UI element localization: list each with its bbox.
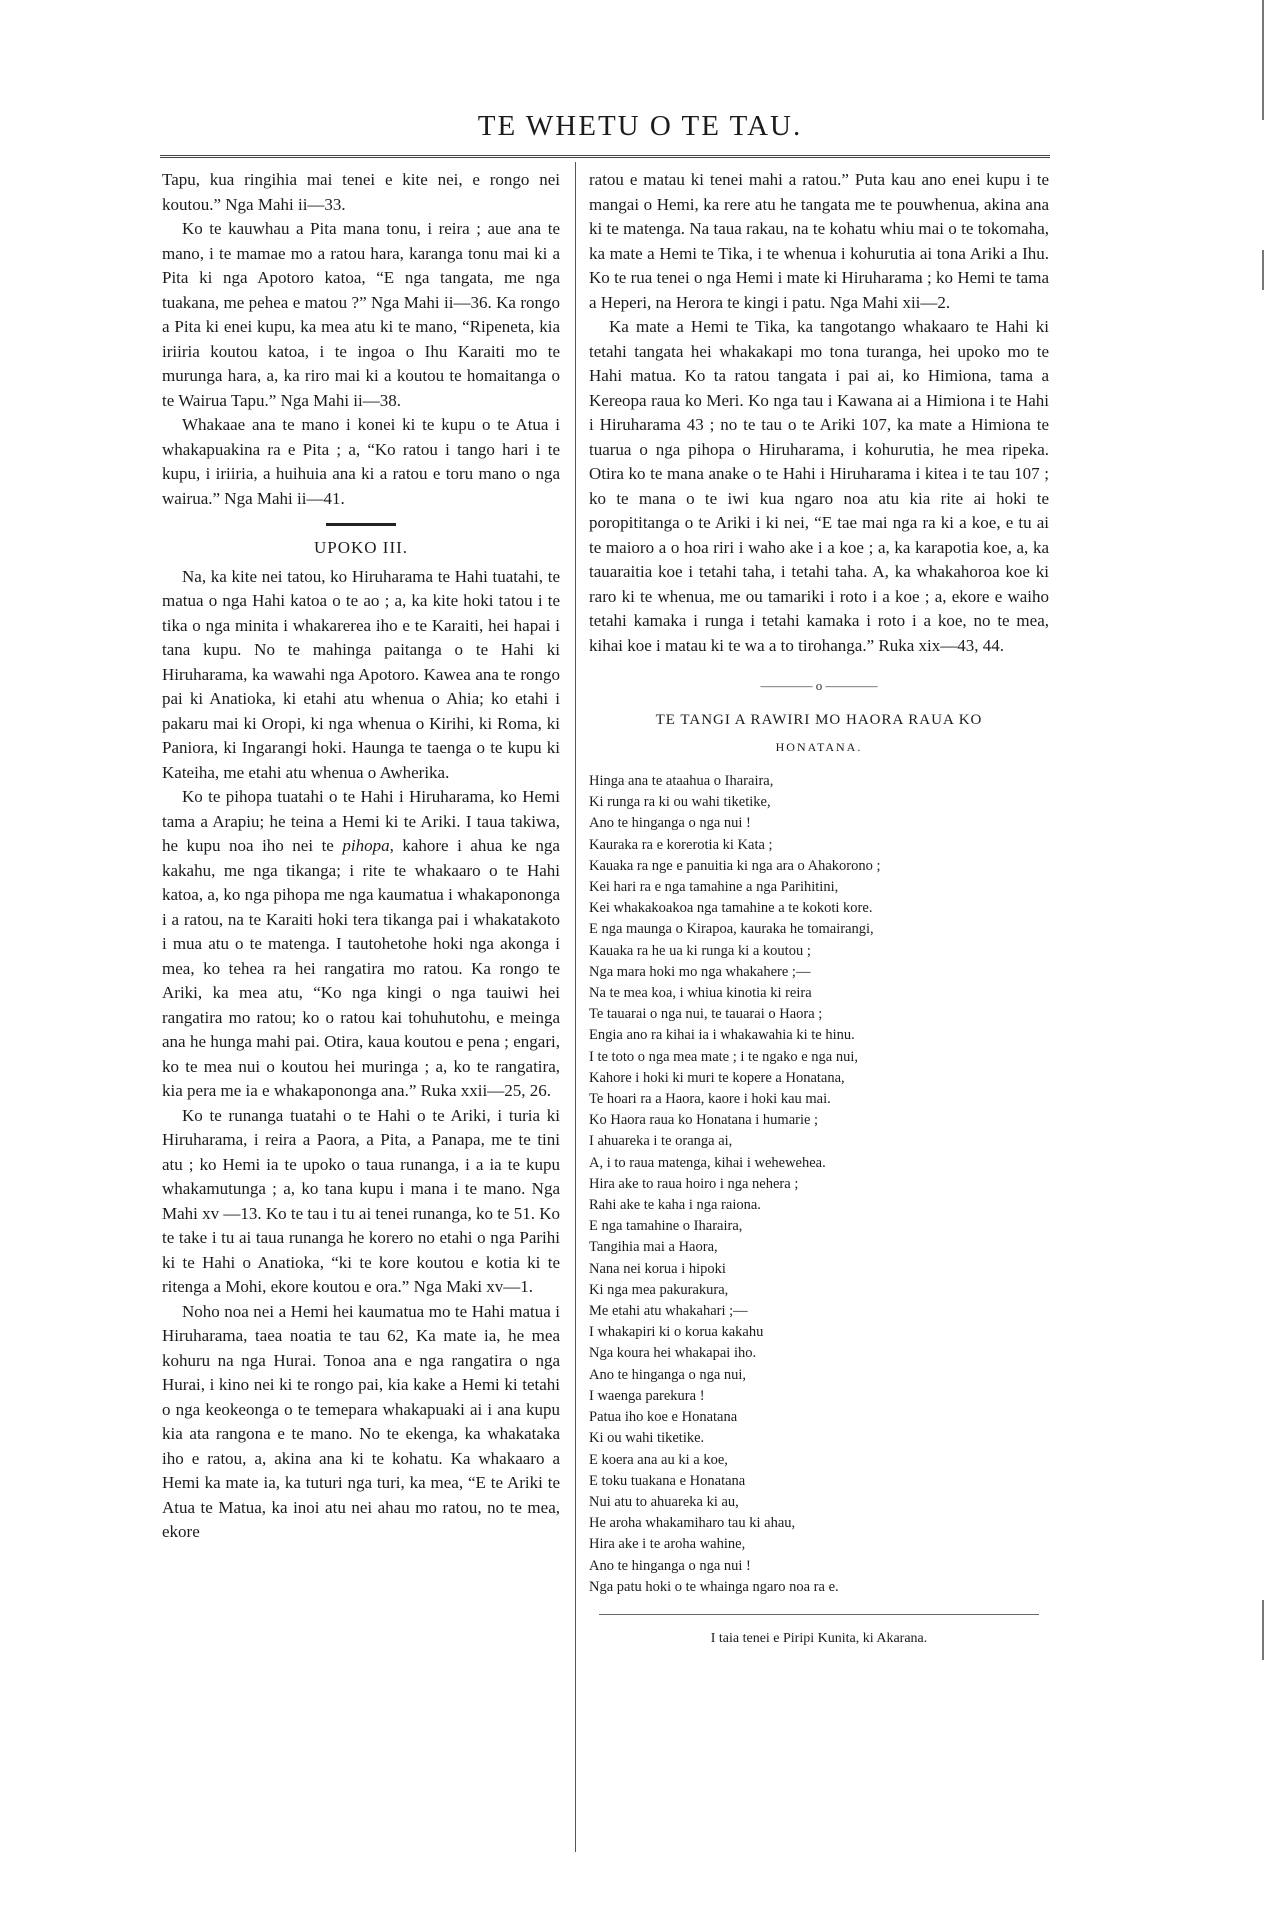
poem-line: Na te mea koa, i whiua kinotia ki reira xyxy=(589,985,812,1002)
paragraph: Ko te kauwhau a Pita mana tonu, i reira ; aue ana te mano, i te mamae mo a ratou hara, karanga tonu mai ki a Pita ki nga Apotoro katoa, “E nga tangata, me nga tuakana, me pehea e matou ?” Nga Mahi ii—36. Ka rongo a Pita ki enei kupu, ka mea atu ki te mano, “Ripeneta, kia iriiria koutou katoa, i te ingoa o Ihu Karaiti mo te murunga hara, a, ka riro mai ki a koutou te homaitanga o te Wairua Tapu.” Nga Mahi ii—38. xyxy=(162,219,560,410)
poem-line: Ko Haora raua ko Honatana i humarie ; xyxy=(589,1112,819,1129)
paragraph: Noho noa nei a Hemi hei kaumatua mo te Hahi matua i Hiruharama, taea noatia te tau 62, Ka mate ia, he mea kohuru na nga Hurai. Tonoa ana e nga rangatira o nga Hurai, i kino nei ki te rongo pai, kia kake a Hemi ki tetahi o nga keokeonga o te temepara whakapuaki ai i ana kupu kia ata rangona e te mano. No te ekenga, ka whakataka iho e ratou, a, akina ana ki te kohatu. Ka whakaaro a Hemi ka mate ia, ka tuturi nga turi, ka mea, “E te Ariki te Atua te Matua, ka inoi atu nei ahau mo ratou, no te mea, ekore xyxy=(162,1301,560,1541)
poem-line: Kauaka ra he ua ki runga ki a koutou ; xyxy=(589,942,811,959)
left-column xyxy=(162,168,560,1545)
poem-line: E koera ana au ki a koe, xyxy=(589,1451,728,1468)
poem-line: Hinga ana te ataahua o Iharaira, xyxy=(589,773,774,789)
poem-line: Ano te hinganga o nga nui ! xyxy=(589,815,751,832)
ornament-divider: ———— o ———— xyxy=(760,678,878,693)
page-edge-mark xyxy=(1262,250,1264,290)
poem-line: Kauraka ra e korerotia ki Kata ; xyxy=(589,836,773,853)
poem-line: I te toto o nga mea mate ; i te ngako e nga nui, xyxy=(589,1048,858,1065)
poem-line: Me etahi atu whakahari ;— xyxy=(589,1303,748,1320)
paragraph: Na, ka kite nei tatou, ko Hiruharama te Hahi tuatahi, te matua o nga Hahi katoa o te ao ; a, ka kite hoki tatou i te tika o nga minita i whakarerea iho e te Karaiti, hei hapai i tana kupu. No te mahinga paitanga o te Hahi ki Hiruharama, ka wawahi nga Apotoro. Kawea ana te rongo pai ki Anatioka, ki etahi atu whenua o Ahia; ko etahi i pakaru mai ki Oropi, ki nga whenua o Kirihi, ki Roma, ki Paniora, ki Ingarangi hoki. Haunga te taenga o te kupu ki Kateiha, me etahi atu whenua o Awherika. xyxy=(162,566,560,782)
page-edge-mark xyxy=(1262,1600,1264,1660)
paragraph: Whakaae ana te mano i konei ki te kupu o te Atua i whakapuakina ra e Pita ; a, “Ko ratou i tango hari i te kupu, i iriiria, a huihuia ana ki a ratou e toru mano o nga wairua.” Nga Mahi ii—41. xyxy=(162,415,560,508)
poem-line: Ki ou wahi tiketike. xyxy=(589,1430,705,1447)
poem-line: Ano te hinganga o nga nui ! xyxy=(589,1557,751,1574)
paragraph: ratou e matau ki tenei mahi a ratou.” Puta kau ano enei kupu i te mangai o Hemi, ka rere atu he tangata me te pouwhenua, akina ana ki te matenga. Na taua rakau, na te kohatu whiu mai o te tokomaha, ka mate a Hemi te Tika, i te whenua i kohurutia ai tona Ariki a Ihu. Ko te rua tenei o nga Hemi i mate ki Hiruharama ; ko Hemi te tama a Heperi, na Herora te kingi i patu. Nga Mahi xii—2. xyxy=(589,170,1049,312)
poem-line: Patua iho koe e Honatana xyxy=(589,1409,738,1426)
printer-credit: I taia tenei e Piripi Kunita, ki Akarana. xyxy=(710,1630,928,1646)
poem-line: E nga tamahine o Iharaira, xyxy=(589,1218,743,1235)
poem-line: Nana nei korua i hipoki xyxy=(589,1260,726,1277)
poem-line: Ano te hinganga o nga nui, xyxy=(589,1366,747,1383)
poem-line: Nga koura hei whakapai iho. xyxy=(589,1345,757,1362)
poem-line: Kauaka ra nge e panuitia ki nga ara o Ahakorono ; xyxy=(589,857,881,874)
column-divider xyxy=(575,162,576,1852)
section-heading: UPOKO III. xyxy=(313,538,409,557)
poem-line: E toku tuakana e Honatana xyxy=(589,1472,746,1489)
poem-line: Te hoari ra a Haora, kaore i hoki kau mai. xyxy=(589,1091,831,1108)
poem-line: Ki runga ra ki ou wahi tiketike, xyxy=(589,794,771,811)
poem-line: He aroha whakamiharo tau ki ahau, xyxy=(589,1515,796,1532)
poem xyxy=(589,771,1049,1598)
poem-line: Ki nga mea pakurakura, xyxy=(589,1281,729,1298)
poem-line: Kahore i hoki ki muri te kopere a Honatana, xyxy=(589,1069,845,1086)
poem-line: Kei hari ra e nga tamahine a nga Parihitini, xyxy=(589,879,839,896)
paragraph-text: , kahore i ahua ke nga kakahu, me nga tikanga; i rite te whakaaro o te Hahi katoa, a, ko nga pihopa me nga kaumatua i whakapononga i a ratou, na te Karaiti hoki tera tikanga pai i whakatakoto i mua atu o te matenga. I tautohetohe hoki nga akonga i mea, ko tehea ra hei rangatira mo ratou. Ka rongo te Ariki, ka mea atu, “Ko nga kingi o nga tauiwi hei rangatira mo ratou; ko o ratou kai tohuhutohu, e meinga ana he hunga mahi pai. Otira, kaua koutou e pena ; engari, ko te mea nui o koutou hei muringa ; a, ko te rangatira, kia pera me ia e whakapononga ana.” Ruka xxii—25, 26. xyxy=(162,836,560,1100)
poem-subtitle: HONATANA. xyxy=(775,739,863,754)
poem-line: I ahuareka i te oranga ai, xyxy=(589,1133,733,1150)
divider-mark: o xyxy=(815,678,823,693)
paragraph: Ko te runanga tuatahi o te Hahi o te Ariki, i turia ki Hiruharama, i reira a Paora, a Pita, a Panapa, me te tini atu ; ko Hemi ia te upoko o taua runanga, i a ia te kupu whakamutunga ; a, ko tana kupu i mana i te mano. Nga Mahi xv —13. Ko te tau i tu ai tenei runanga, ko te 51. Ko te take i tu ai taua runanga he korero no etahi o nga Parihi ki te Hahi o Anatioka, “ki te kore koutou e kotia ki te ritenga a Mohi, ekore koutou e ora.” Nga Maki xv—1. xyxy=(162,1105,560,1296)
poem-line: I whakapiri ki o korua kakahu xyxy=(589,1324,764,1341)
poem-line: Tangihia mai a Haora, xyxy=(589,1239,718,1256)
poem-line: Hira ake to raua hoiro i nga nehera ; xyxy=(589,1175,799,1192)
header-rule xyxy=(160,155,1050,158)
poem-line: E nga maunga o Kirapoa, kauraka he tomairangi, xyxy=(589,921,874,938)
emphasis-word: pihopa xyxy=(342,836,390,855)
poem-line: Nga mara hoki mo nga whakahere ;— xyxy=(589,963,811,980)
poem-line: Te tauarai o nga nui, te tauarai o Haora ; xyxy=(589,1006,823,1023)
poem-line: Nga patu hoki o te whainga ngaro noa ra e. xyxy=(589,1578,839,1595)
page-title: TE WHETU O TE TAU. xyxy=(477,110,803,142)
poem-line: Kei whakakoakoa nga tamahine a te kokoti kore. xyxy=(589,900,873,917)
section-rule xyxy=(326,523,396,526)
paragraph-text: Ko te pihopa tuatahi o te Hahi i Hiruharama, ko Hemi tama a Arapiu; he teina a Hemi ki te Ariki. I taua takiwa, he kupu noa iho nei te xyxy=(162,787,560,855)
poem-line: I waenga parekura ! xyxy=(589,1387,705,1404)
paragraph xyxy=(162,785,560,1104)
poem-line: Nui atu to ahuareka ki au, xyxy=(589,1493,739,1510)
poem-title: TE TANGI A RAWIRI MO HAORA RAUA KO xyxy=(655,711,983,728)
right-column xyxy=(589,168,1049,1651)
poem-line: Rahi ake te kaha i nga raiona. xyxy=(589,1197,761,1214)
paragraph: Tapu, kua ringihia mai tenei e kite nei, e rongo nei koutou.” Nga Mahi ii—33. xyxy=(162,170,560,214)
poem-line: Hira ake i te aroha wahine, xyxy=(589,1536,746,1553)
poem-line: Engia ano ra kihai ia i whakawahia ki te hinu. xyxy=(589,1027,855,1044)
paragraph: Ka mate a Hemi te Tika, ka tangotango whakaaro te Hahi ki tetahi tangata hei whakakapi mo tona turanga, hei upoko mo te Hahi matua. Ko ta ratou tangata i pai ai, ko Himiona, tama a Kereopa raua ko Meri. Ko nga tau i Kawana ai a Himiona i te Hahi i Hiruharama 43 ; no te tau o te Ariki 107, ka mate a Himiona te tuarua o nga pihopa o Hiruharama, i kohurutia, he mea ripeka. Otira ko te mana anake o te Hahi i Hiruharama i kitea i te tau 107 ; ko te mana o te iwi kua ngaro noa atu kia rite ai hoki te poropititanga o te Ariki i ki nei, “E tae mai nga ra ki a koe, e tu ai te maioro a o hoa riri i waho ake i a koe ; a, ka karapotia koe, a, ka tauaraitia koe i tetahi taha, i tetahi taha. A, ka whakahoroa koe ki raro ki te whenua, me ou tamariki i roto i a koe ; a, ekore e waiho tetahi kamaka i runga i tetahi kamaka i roto i a koe, no te mea, kihai koe i matau ki te wa a to tirohanga.” Ruka xix—43, 44. xyxy=(589,317,1049,655)
footer-rule xyxy=(599,1614,1039,1615)
poem-line: A, i to raua matenga, kihai i wehewehea. xyxy=(589,1154,826,1171)
page-edge-mark xyxy=(1262,0,1264,120)
